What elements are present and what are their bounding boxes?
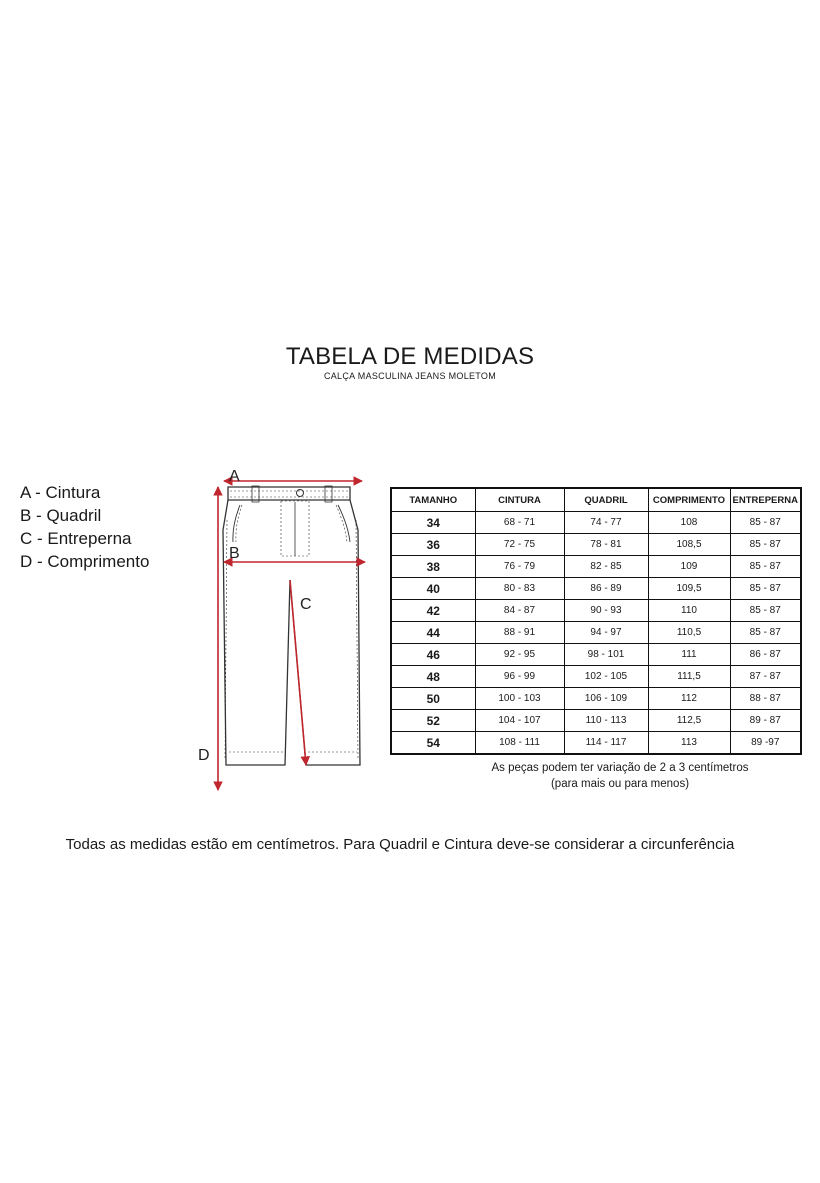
page-subtitle: CALÇA MASCULINA JEANS MOLETOM xyxy=(323,371,497,381)
measure-cell: 104 - 107 xyxy=(475,710,564,732)
measure-cell: 108 xyxy=(648,512,730,534)
header-quadril: QUADRIL xyxy=(564,488,648,512)
table-row xyxy=(391,644,801,666)
measure-cell: 112 xyxy=(648,688,730,710)
table-row xyxy=(391,666,801,688)
footer-note: Todas as medidas estão em centímetros. Para Quadril e Cintura deve-se considerar a circunferência xyxy=(65,836,735,853)
table-row xyxy=(391,600,801,622)
measure-cell: 85 - 87 xyxy=(730,578,801,600)
table-header-row xyxy=(391,488,801,512)
label-c: C xyxy=(300,596,312,613)
table-row xyxy=(391,512,801,534)
measure-cell: 109,5 xyxy=(648,578,730,600)
measure-cell: 89 - 87 xyxy=(730,710,801,732)
variation-note-line2: (para mais ou para menos) xyxy=(550,778,690,790)
measure-cell: 80 - 83 xyxy=(475,578,564,600)
measure-cell: 74 - 77 xyxy=(564,512,648,534)
measure-cell: 88 - 91 xyxy=(475,622,564,644)
measure-cell: 102 - 105 xyxy=(564,666,648,688)
header-comprimento: COMPRIMENTO xyxy=(648,488,730,512)
measure-cell: 96 - 99 xyxy=(475,666,564,688)
size-chart-table xyxy=(390,487,802,755)
table-row xyxy=(391,578,801,600)
measure-cell: 82 - 85 xyxy=(564,556,648,578)
size-cell: 36 xyxy=(391,534,475,556)
measure-cell: 76 - 79 xyxy=(475,556,564,578)
size-cell: 42 xyxy=(391,600,475,622)
legend-item-d: D - Comprimento xyxy=(20,552,150,571)
measure-cell: 72 - 75 xyxy=(475,534,564,556)
table-row xyxy=(391,534,801,556)
size-cell: 48 xyxy=(391,666,475,688)
header-cintura: CINTURA xyxy=(475,488,564,512)
measurement-arrows xyxy=(218,481,365,790)
table-row xyxy=(391,732,801,755)
measure-cell: 108 - 111 xyxy=(475,732,564,755)
measure-cell: 110 - 113 xyxy=(564,710,648,732)
measure-cell: 110 xyxy=(648,600,730,622)
measure-cell: 111 xyxy=(648,644,730,666)
measure-cell: 86 - 89 xyxy=(564,578,648,600)
measure-cell: 112,5 xyxy=(648,710,730,732)
legend-item-b: B - Quadril xyxy=(20,506,102,525)
measure-cell: 86 - 87 xyxy=(730,644,801,666)
table-row xyxy=(391,710,801,732)
size-cell: 46 xyxy=(391,644,475,666)
measure-cell: 85 - 87 xyxy=(730,512,801,534)
size-cell: 38 xyxy=(391,556,475,578)
pants-outline-icon xyxy=(223,486,360,765)
measure-cell: 109 xyxy=(648,556,730,578)
measure-cell: 84 - 87 xyxy=(475,600,564,622)
header-entreperna: ENTREPERNA xyxy=(730,488,801,512)
size-cell: 52 xyxy=(391,710,475,732)
table-body xyxy=(391,512,801,755)
measure-cell: 78 - 81 xyxy=(564,534,648,556)
measure-cell: 85 - 87 xyxy=(730,556,801,578)
measure-cell: 113 xyxy=(648,732,730,755)
size-cell: 40 xyxy=(391,578,475,600)
measure-cell: 100 - 103 xyxy=(475,688,564,710)
size-cell: 54 xyxy=(391,732,475,755)
measurement-legend xyxy=(20,481,149,573)
measure-cell: 111,5 xyxy=(648,666,730,688)
size-cell: 50 xyxy=(391,688,475,710)
variation-note-line1: As peças podem ter variação de 2 a 3 centímetros xyxy=(491,762,749,774)
label-b: B xyxy=(229,545,240,562)
measure-cell: 88 - 87 xyxy=(730,688,801,710)
legend-item-c: C - Entreperna xyxy=(20,529,132,548)
measure-cell: 85 - 87 xyxy=(730,534,801,556)
size-cell: 34 xyxy=(391,512,475,534)
measure-cell: 85 - 87 xyxy=(730,622,801,644)
page-title: TABELA DE MEDIDAS xyxy=(285,343,535,370)
measure-cell: 114 - 117 xyxy=(564,732,648,755)
measure-cell: 98 - 101 xyxy=(564,644,648,666)
measure-cell: 90 - 93 xyxy=(564,600,648,622)
size-cell: 44 xyxy=(391,622,475,644)
measure-cell: 110,5 xyxy=(648,622,730,644)
header-tamanho: TAMANHO xyxy=(391,488,475,512)
measure-cell: 89 -97 xyxy=(730,732,801,755)
measure-cell: 68 - 71 xyxy=(475,512,564,534)
variation-note xyxy=(460,760,780,792)
table-row xyxy=(391,688,801,710)
label-a: A xyxy=(229,468,240,485)
measure-cell: 85 - 87 xyxy=(730,600,801,622)
legend-item-a: A - Cintura xyxy=(20,483,101,502)
measure-cell: 92 - 95 xyxy=(475,644,564,666)
label-d: D xyxy=(198,747,210,764)
table-row xyxy=(391,556,801,578)
pants-diagram xyxy=(190,460,380,800)
measure-cell: 94 - 97 xyxy=(564,622,648,644)
measure-cell: 106 - 109 xyxy=(564,688,648,710)
table-row xyxy=(391,622,801,644)
measure-cell: 108,5 xyxy=(648,534,730,556)
measure-cell: 87 - 87 xyxy=(730,666,801,688)
